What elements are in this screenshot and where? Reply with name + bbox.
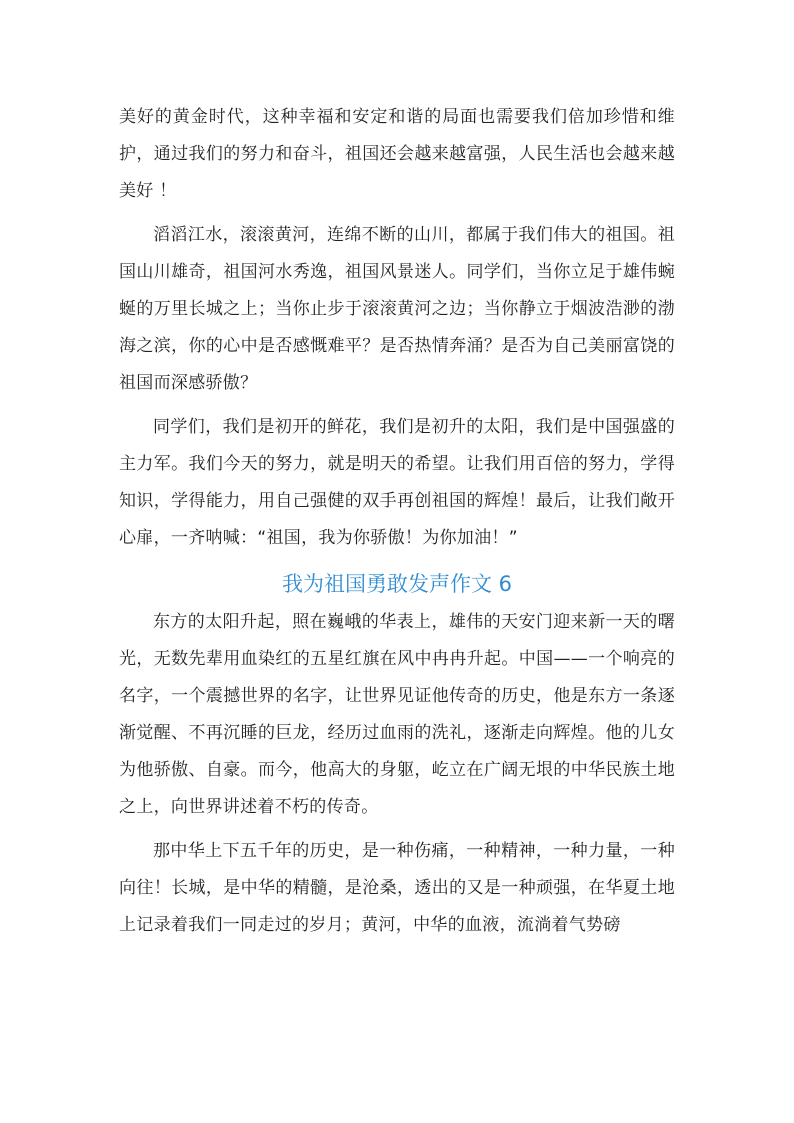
paragraph-1: 美好的黄金时代，这种幸福和安定和谐的局面也需要我们倍加珍惜和维护，通过我们的努力和奋斗，祖国还会越来越富强，人民生活也会越来越美好 ！ [119,107,675,201]
section-heading: 我为祖国勇敢发声作文 6 [281,572,513,596]
paragraph-5: 那中华上下五千年的历史，是一种伤痛，一种精神，一种力量，一种向往！长城，是中华的精髓，是沧桑，透出的又是一种顽强，在华夏土地上记录着我们一同走过的岁月；黄河，中华的血液，流淌着气势磅 [119,841,675,935]
paragraph-4: 东方的太阳升起，照在巍峨的华表上，雄伟的天安门迎来新一天的曙光，无数先辈用血染红的五星红旗在风中冉冉升起。中国——一个响亮的名字，一个震撼世界的名字，让世界见证他传奇的历史，他是东方一条逐渐觉醒、不再沉睡的巨龙，经历过血雨的洗礼，逐渐走向辉煌。他的儿女为他骄傲、自豪。而今，他高大的身躯，屹立在广阔无垠的中华民族土地之上，向世界讲述着不朽的传奇。 [119,612,675,817]
paragraph-3: 同学们，我们是初开的鲜花，我们是初升的太阳，我们是中国强盛的主力军。我们今天的努力，就是明天的希望。让我们用百倍的努力，学得知识，学得能力，用自己强健的双手再创祖国的辉煌！最后，让我们敞开心扉，一齐呐喊：“祖国，我为你骄傲！为你加油！” [119,417,675,548]
document-body [119,99,675,951]
paragraph-2: 滔滔江水，滚滚黄河，连绵不断的山川，都属于我们伟大的祖国。祖国山川雄奇，祖国河水秀逸，祖国风景迷人。同学们，当你立足于雄伟蜿蜒的万里长城之上；当你止步于滚滚黄河之边；当你静立于烟波浩渺的渤海之滨，你的心中是否感慨难平？是否热情奔涌？是否为自己美丽富饶的祖国而深感骄傲？ [119,225,675,393]
